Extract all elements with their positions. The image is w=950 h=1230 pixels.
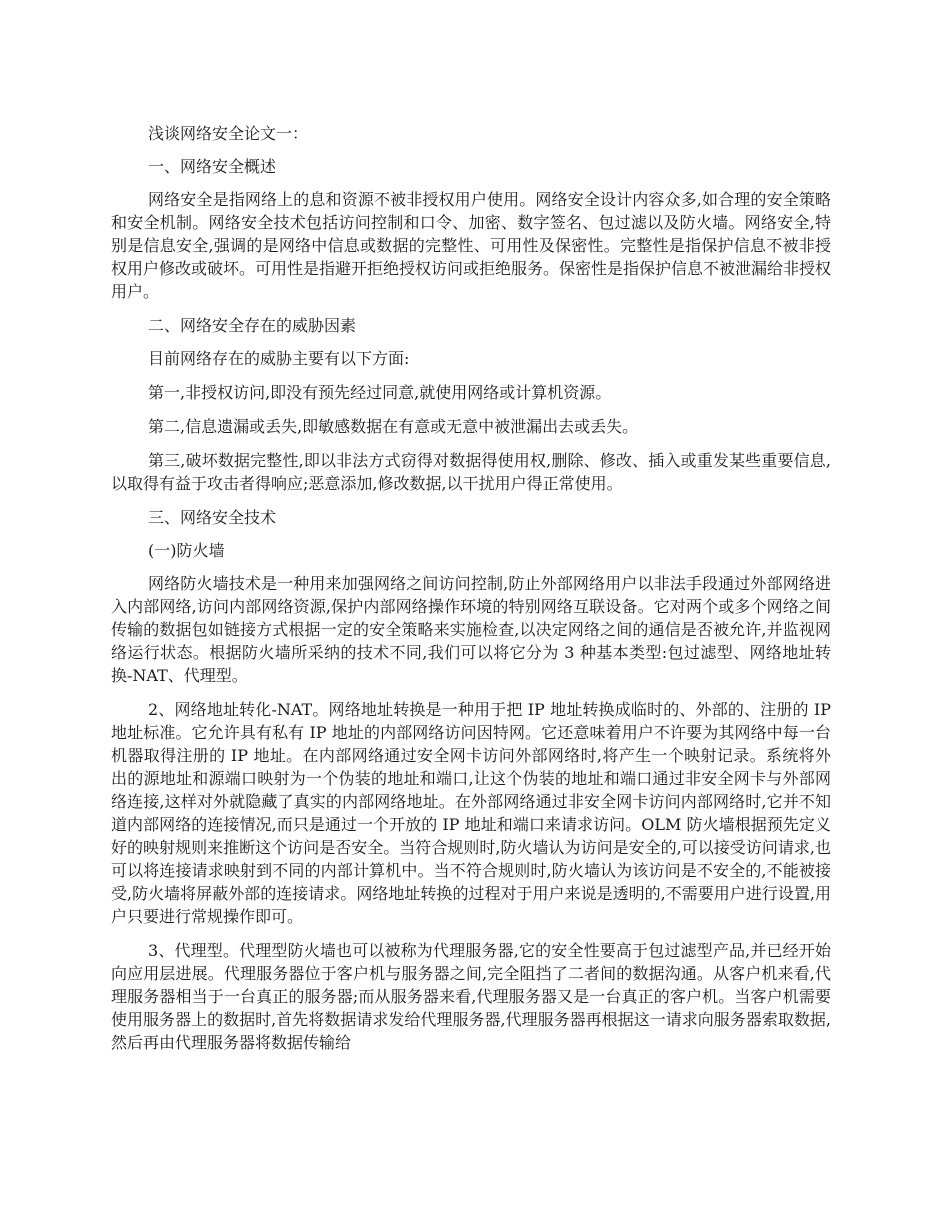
section-heading-threats: 二、网络安全存在的威胁因素 xyxy=(148,316,357,335)
paragraph-threat-3: 第三,破坏数据完整性,即以非法方式窃得对数据得使用权,删除、修改、插入或重发某些重要信息,以取得有益于攻击者得响应;恶意添加,修改数据,以干扰用户得正常使用。 xyxy=(111,451,831,493)
paragraph-proxy: 3、代理型。代理型防火墙也可以被称为代理服务器,它的安全性要高于包过滤型产品,并已经开始向应用层进展。代理服务器位于客户机与服务器之间,完全阻挡了二者间的数据沟通。从客户机来看,代理服务器相当于一台真正的服务器;而从服务器来看,代理服务器又是一台真正的客户机。当客户机需要使用服务器上的数据时,首先将数据请求发给代理服务器,代理服务器再根据这一请求向服务器索取数据,然后再由代理服务器将数据传输给 xyxy=(111,941,831,1052)
paragraph-firewall: 网络防火墙技术是一种用来加强网络之间访问控制,防止外部网络用户以非法手段通过外部网络进入内部网络,访问内部网络资源,保护内部网络操作环境的特别网络互联设备。它对两个或多个网络之间传输的数据包如链接方式根据一定的安全策略来实施检查,以决定网络之间的通信是否被允许,并监视网络运行状态。根据防火墙所采纳的技术不同,我们可以将它分为 3 种基本类型:包过滤型、网络地址转换-NAT、代理型。 xyxy=(111,574,831,685)
paragraph-overview: 网络安全是指网络上的息和资源不被非授权用户使用。网络安全设计内容众多,如合理的安全策略和安全机制。网络安全技术包括访问控制和口令、加密、数字签名、包过滤以及防火墙。网络安全,特别是信息安全,强调的是网络中信息或数据的完整性、可用性及保密性。完整性是指保护信息不被非授权用户修改或破坏。可用性是指避开拒绝授权访问或拒绝服务。保密性是指保护信息不被泄漏给非授权用户。 xyxy=(111,190,832,301)
paragraph-threat-2: 第二,信息遗漏或丢失,即敏感数据在有意或无意中被泄漏出去或丢失。 xyxy=(148,417,639,436)
paragraph-threat-1: 第一,非授权访问,即没有预先经过同意,就使用网络或计算机资源。 xyxy=(148,383,612,402)
paragraph-threats-intro: 目前网络存在的威胁主要有以下方面: xyxy=(148,349,410,368)
paragraph-nat: 2、网络地址转化-NAT。网络地址转换是一种用于把 IP 地址转换成临时的、外部的、注册的 IP 地址标准。它允许具有私有 IP 地址的内部网络访问因特网。它还意味着用户不许要为其网络中每一台机器取得注册的 IP 地址。在内部网络通过安全网卡访问外部网络时,将产生一个映射记录。系统将外出的源地址和源端口映射为一个伪装的地址和端口,让这个伪装的地址和端口通过非安全网卡与外部网络连接,这样对外就隐藏了真实的内部网络地址。在外部网络通过非安全网卡访问内部网络时,它并不知道内部网络的连接情况,而只是通过一个开放的 IP 地址和端口来请求访问。OLM 防火墙根据预先定义好的映射规则来推断这个访问是否安全。当符合规则时,防火墙认为访问是安全的,可以接受访问请求,也可以将连接请求映射到不同的内部计算机中。当不符合规则时,防火墙认为该访问是不安全的,不能被接受,防火墙将屏蔽外部的连接请求。网络地址转换的过程对于用户来说是透明的,不需要用户进行设置,用户只要进行常规操作即可。 xyxy=(111,700,831,926)
section-heading-overview: 一、网络安全概述 xyxy=(148,157,277,176)
document-title: 浅谈网络安全论文一： xyxy=(148,124,309,143)
section-heading-techniques: 三、网络安全技术 xyxy=(148,508,277,527)
document-page xyxy=(111,122,831,1065)
subsection-heading-firewall: (一)防火墙 xyxy=(148,541,225,560)
